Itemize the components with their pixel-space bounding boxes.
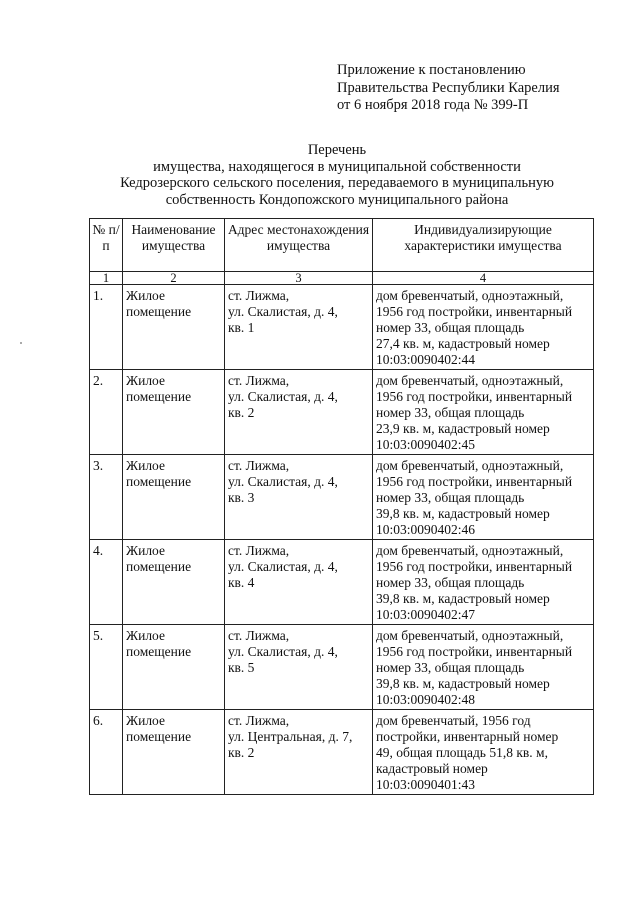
table-row: [90, 370, 594, 455]
details-line: 1956 год постройки, инвентарный: [376, 389, 573, 404]
row-name: Жилое помещение: [123, 455, 225, 540]
row-address: [225, 540, 373, 625]
details-line: 39,8 кв. м, кадастровый номер: [376, 676, 550, 691]
address-line: кв. 5: [228, 660, 255, 675]
appendix-note: [337, 62, 560, 115]
details-line: дом бревенчатый, одноэтажный,: [376, 373, 564, 388]
row-details: [373, 710, 594, 795]
heading-line-3: собственность Кондопожского муниципального района: [165, 191, 509, 208]
details-line: постройки, инвентарный номер: [376, 729, 559, 744]
heading-line-1: имущества, находящегося в муниципальной собственности: [153, 158, 521, 175]
details-line: 10:03:0090402:46: [376, 522, 476, 537]
address-line: ул. Скалистая, д. 4,: [228, 644, 338, 659]
header-number: № п/п: [90, 219, 123, 272]
details-line: 10:03:0090402:47: [376, 607, 476, 622]
appendix-line-1: Приложение к постановлению: [337, 62, 526, 78]
address-line: ст. Лижма,: [228, 288, 290, 303]
address-line: ст. Лижма,: [228, 713, 290, 728]
appendix-line-3: от 6 ноября 2018 года № 399-П: [337, 97, 529, 113]
address-line: ул. Скалистая, д. 4,: [228, 389, 338, 404]
details-line: дом бревенчатый, 1956 год: [376, 713, 531, 728]
row-number: 6.: [90, 710, 123, 795]
address-line: кв. 2: [228, 745, 255, 760]
details-line: номер 33, общая площадь: [376, 660, 525, 675]
address-line: ул. Центральная, д. 7,: [228, 729, 353, 744]
address-line: ул. Скалистая, д. 4,: [228, 559, 338, 574]
appendix-line-2: Правительства Республики Карелия: [337, 79, 560, 96]
details-line: 1956 год постройки, инвентарный: [376, 304, 573, 319]
row-details: [373, 455, 594, 540]
table-row: [90, 455, 594, 540]
document-heading: [70, 142, 604, 208]
row-number: 4.: [90, 540, 123, 625]
details-line: 39,8 кв. м, кадастровый номер: [376, 506, 550, 521]
details-line: номер 33, общая площадь: [376, 320, 525, 335]
property-table: [89, 218, 594, 795]
row-number: 1.: [90, 285, 123, 370]
table-row: [90, 540, 594, 625]
details-line: номер 33, общая площадь: [376, 575, 525, 590]
row-name: Жилое помещение: [123, 540, 225, 625]
details-line: 10:03:0090402:48: [376, 692, 476, 707]
column-number-row: [90, 272, 594, 285]
row-number: 2.: [90, 370, 123, 455]
row-name: Жилое помещение: [123, 370, 225, 455]
details-line: 10:03:0090402:44: [376, 352, 476, 367]
table-row: [90, 285, 594, 370]
header-details: Индивидуализирующие характеристики имущества: [373, 219, 594, 272]
address-line: кв. 4: [228, 575, 255, 590]
row-address: [225, 370, 373, 455]
address-line: ст. Лижма,: [228, 458, 290, 473]
details-line: дом бревенчатый, одноэтажный,: [376, 458, 564, 473]
row-name: Жилое помещение: [123, 625, 225, 710]
address-line: ст. Лижма,: [228, 628, 290, 643]
details-line: 10:03:0090402:45: [376, 437, 476, 452]
details-line: 1956 год постройки, инвентарный: [376, 559, 573, 574]
details-line: дом бревенчатый, одноэтажный,: [376, 288, 564, 303]
column-number: 1: [90, 272, 123, 285]
details-line: номер 33, общая площадь: [376, 490, 525, 505]
details-line: 1956 год постройки, инвентарный: [376, 474, 573, 489]
details-line: 39,8 кв. м, кадастровый номер: [376, 591, 550, 606]
row-address: [225, 710, 373, 795]
row-name: Жилое помещение: [123, 285, 225, 370]
row-address: [225, 455, 373, 540]
header-address: Адрес местонахождения имущества: [225, 219, 373, 272]
heading-line-2: Кедрозерского сельского поселения, передаваемого в муниципальную: [120, 175, 554, 191]
header-name: Наименование имущества: [123, 219, 225, 272]
row-details: [373, 540, 594, 625]
details-line: 23,9 кв. м, кадастровый номер: [376, 421, 550, 436]
column-number: 4: [373, 272, 594, 285]
table-row: [90, 625, 594, 710]
row-number: 3.: [90, 455, 123, 540]
table-header-row: [90, 219, 594, 272]
column-number: 2: [123, 272, 225, 285]
scan-speck: [20, 342, 22, 344]
table-row: [90, 710, 594, 795]
row-address: [225, 285, 373, 370]
row-details: [373, 370, 594, 455]
address-line: кв. 2: [228, 405, 255, 420]
details-line: дом бревенчатый, одноэтажный,: [376, 628, 564, 643]
details-line: дом бревенчатый, одноэтажный,: [376, 543, 564, 558]
address-line: ст. Лижма,: [228, 543, 290, 558]
column-number: 3: [225, 272, 373, 285]
row-name: Жилое помещение: [123, 710, 225, 795]
details-line: кадастровый номер: [376, 761, 488, 776]
heading-title: Перечень: [307, 142, 367, 158]
address-line: ул. Скалистая, д. 4,: [228, 474, 338, 489]
details-line: 27,4 кв. м, кадастровый номер: [376, 336, 550, 351]
details-line: 10:03:0090401:43: [376, 777, 476, 792]
details-line: номер 33, общая площадь: [376, 405, 525, 420]
details-line: 1956 год постройки, инвентарный: [376, 644, 573, 659]
row-details: [373, 285, 594, 370]
details-line: 49, общая площадь 51,8 кв. м,: [376, 745, 548, 760]
row-number: 5.: [90, 625, 123, 710]
address-line: кв. 3: [228, 490, 255, 505]
row-address: [225, 625, 373, 710]
address-line: ул. Скалистая, д. 4,: [228, 304, 338, 319]
row-details: [373, 625, 594, 710]
address-line: ст. Лижма,: [228, 373, 290, 388]
address-line: кв. 1: [228, 320, 255, 335]
